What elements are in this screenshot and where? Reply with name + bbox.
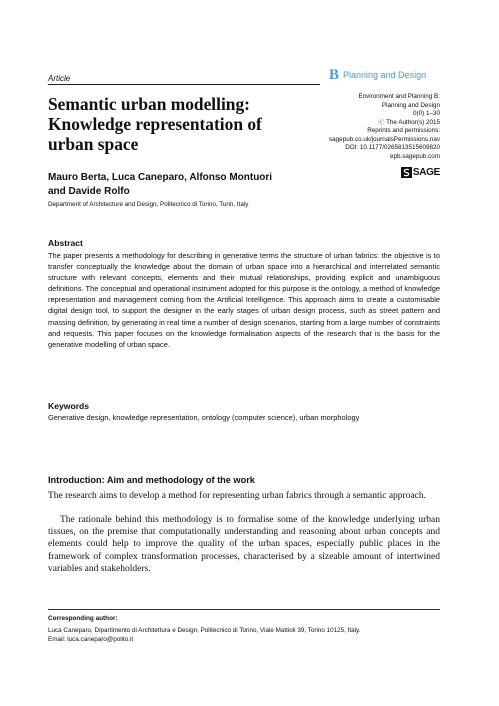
journal-brand: [329, 67, 453, 83]
authors-line: Mauro Berta, Luca Caneparo, Alfonso Montuori: [48, 172, 273, 183]
journal-brand-name: Planning and Design: [343, 70, 427, 80]
article-type-label: Article: [48, 74, 71, 83]
title-line: Knowledge representation of: [48, 114, 262, 134]
keywords-text: Generative design, knowledge representation, ontology (computer science), urban morphology: [48, 413, 360, 422]
corresponding-author-heading: Corresponding author:: [48, 615, 118, 622]
journal-name: Environment and Planning B:: [358, 93, 440, 100]
body-paragraph: The research aims to develop a method for representing urban fabrics through a semantic approach.: [48, 491, 427, 501]
reprints-label: Reprints and permissions:: [367, 127, 440, 134]
sage-logo-icon: [401, 167, 412, 178]
title-line: Semantic urban modelling:: [48, 94, 250, 114]
journal-volume: 0(0) 1–30: [413, 110, 440, 117]
body-paragraph: The rationale behind this methodology is to formalise some of the knowledge underlying urban tissues, on the premise that computationally understanding and reasoning about urban concepts and elements could help to improve the quality of the urban spaces, especially public places in the framework of complex transformation processes, characterised by a sizeable amount of intertwined variables and stakeholders.: [48, 515, 440, 574]
header-rule: [48, 84, 320, 85]
abstract-heading: Abstract: [48, 238, 83, 248]
author-list: [48, 171, 348, 199]
publisher-logo: [398, 165, 440, 179]
journal-url[interactable]: epb.sagepub.com: [389, 152, 440, 160]
title-line: urban space: [48, 134, 139, 154]
corresponding-email[interactable]: Email: luca.caneparo@polito.it: [48, 636, 134, 644]
journal-brand-letter: B: [329, 66, 340, 83]
journal-info: [320, 93, 440, 161]
article-title: [48, 94, 318, 154]
corresponding-author-details: [48, 626, 448, 645]
footnote-rule: [48, 609, 440, 610]
journal-subname: Planning and Design: [381, 101, 440, 109]
publisher-name: SAGE: [412, 166, 440, 178]
permissions-link[interactable]: sagepub.co.uk/journalsPermissions.nav: [329, 135, 440, 143]
doi-text[interactable]: DOI: 10.1177/0265813515609820: [345, 144, 440, 151]
copyright-notice: ⓒ The Author(s) 2015: [378, 118, 440, 126]
abstract-text: The paper presents a methodology for describing in generative terms the structure of urban fabrics: the objective is to transfer conceptually the knowledge about the domain of urban space into a hierarchical and interrelated semantic structure with relevant concepts, elements and their mutual relationships, providing explicit and unambiguous definitions. The conceptual and operational instrument adopted for this purpose is the ontology, a method of knowledge representation and management coming from the Artificial Intelligence. This approach aims to create a customisable digital design tool, to support the designer in the early stages of urban design process, such as street pattern and massing definition, by generating in real time a number of design scenarios, starting from a large number of constraints and requests. This paper focuses on the knowledge formalisation aspects of the research that is the basis for the generative modelling of urban space.: [48, 251, 440, 349]
authors-line: and Davide Rolfo: [48, 186, 130, 197]
affiliation: Department of Architecture and Design, Politecnico di Torino, Turin, Italy: [48, 201, 249, 208]
section-heading: Introduction: Aim and methodology of the work: [48, 475, 255, 485]
keywords-heading: Keywords: [48, 401, 90, 411]
corresponding-address: Luca Caneparo, Dipartimento di Architettura e Design, Politecnico di Torino, Viale Mattioli 39, Torino 10125, Italy.: [48, 627, 361, 634]
